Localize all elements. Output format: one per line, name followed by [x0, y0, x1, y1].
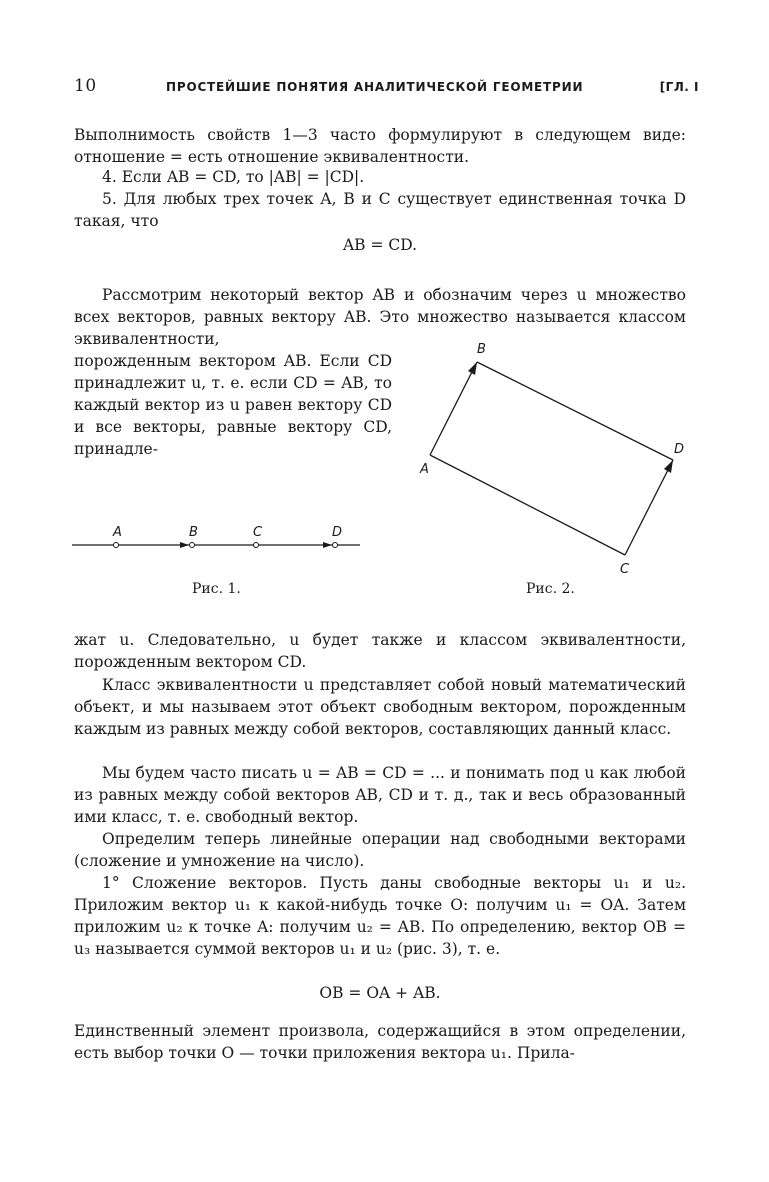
formula-ab-cd: AB = CD.	[342, 236, 418, 254]
fig1-arrow-ab	[180, 542, 189, 548]
running-title: ПРОСТЕЙШИЕ ПОНЯТИЯ АНАЛИТИЧЕСКОЙ ГЕОМЕТРИИ	[166, 80, 584, 94]
fig1-point-b	[190, 543, 195, 548]
fig1-label-c: C	[253, 525, 263, 540]
fig1-point-c	[254, 543, 259, 548]
figure-2-caption: Рис. 2.	[526, 581, 575, 597]
fig2-label-d: D	[674, 442, 685, 457]
paragraph-operations: Определим теперь линейные операции над свободными векторами (сложение и умножение на число).	[74, 830, 686, 870]
formula-sum: OB = OA + AB.	[319, 984, 441, 1002]
figure-1-diagram	[70, 520, 370, 560]
fig2-vector-ab	[430, 362, 477, 455]
fig1-label-b: B	[189, 525, 198, 540]
paragraph-free-vector: Класс эквивалентности u представляет собой новый математический объект, и мы называем этот объект свободным вектором, порожденным каждым из равных между собой векторов, составляющих данный класс.	[74, 676, 686, 738]
fig2-label-a: A	[420, 462, 429, 477]
property-4: 4. Если AB = CD, то |AB| = |CD|.	[102, 168, 365, 186]
fig1-point-a	[114, 543, 119, 548]
chapter-marker: [ГЛ. I	[659, 80, 699, 94]
paragraph-1: Выполнимость свойств 1—3 часто формулируют в следующем виде: отношение = есть отношение эквивалентности.	[74, 126, 686, 166]
property-5: 5. Для любых трех точек A, B и C существует единственная точка D такая, что	[74, 190, 686, 230]
paragraph-addition: 1° Сложение векторов. Пусть даны свободные векторы u₁ и u₂. Приложим вектор u₁ к какой-нибудь точке O: получим u₁ = OA. Затем приложим u₂ к точке A: получим u₂ = AB. По определению, вектор OB = u₃ называется суммой векторов u₁ и u₂ (рис. 3), т. е.	[74, 874, 686, 958]
fig1-arrow-cd	[323, 542, 332, 548]
fig2-arrow-ab	[468, 362, 477, 375]
fig2-arrow-cd	[664, 460, 673, 473]
fig1-label-d: D	[332, 525, 343, 540]
paragraph-consider: Рассмотрим некоторый вектор AB и обозначим через u множество всех векторов, равных вектору AB. Это множество называется классом эквивалентности,	[74, 286, 686, 348]
paragraph-continuation: жат u. Следовательно, u будет также и классом эквивалентности, порожденным вектором CD.	[74, 631, 686, 671]
fig2-vector-cd	[625, 460, 673, 555]
figure-1-caption: Рис. 1.	[192, 581, 241, 597]
paragraph-arbitrariness: Единственный элемент произвола, содержащийся в этом определении, есть выбор точки O — точки приложения вектора u₁. Прила-	[74, 1022, 686, 1062]
fig2-label-b: B	[477, 342, 486, 357]
figure-2-diagram	[415, 335, 695, 580]
fig2-label-c: C	[620, 562, 630, 577]
paragraph-notation: Мы будем часто писать u = AB = CD = ... и понимать под u как любой из равных между собой векторов AB, CD и т. д., так и весь образованный ими класс, т. е. свободный вектор.	[74, 764, 686, 826]
fig2-side-bd	[477, 362, 673, 460]
page-number: 10	[74, 76, 97, 96]
paragraph-generated: порожденным вектором AB. Если CD принадлежит u, т. е. если CD = AB, то каждый вектор из u равен вектору CD и все векторы, равные вектору CD, принадле-	[74, 352, 392, 458]
running-header	[74, 76, 699, 100]
fig1-label-a: A	[113, 525, 122, 540]
fig2-side-ac	[430, 455, 625, 555]
fig1-point-d	[333, 543, 338, 548]
